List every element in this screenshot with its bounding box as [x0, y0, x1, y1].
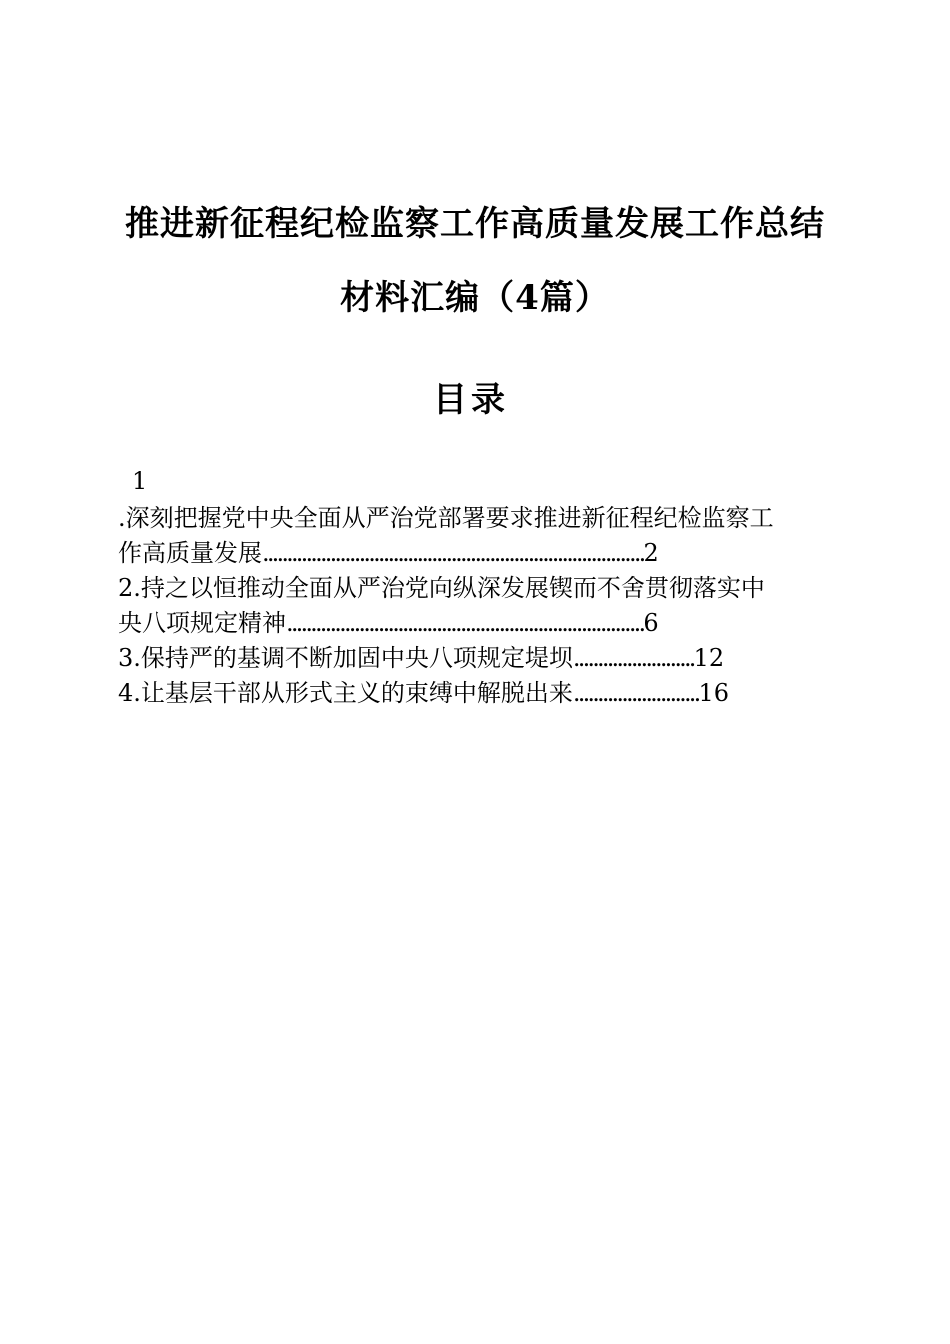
- toc-entry-2-leader: ..........................................................................: [286, 609, 644, 637]
- toc-entry-1-line-2[interactable]: [118, 538, 659, 568]
- toc-entry-4-page: 16: [698, 679, 730, 707]
- toc-entry-1-line-1: .深刻把握党中央全面从严治党部署要求推进新征程纪检监察工: [118, 504, 774, 532]
- toc-entry-3-page: 12: [693, 644, 725, 672]
- toc-entry-4-leader: ..........................: [572, 679, 699, 707]
- toc-entry-3-title: 3.保持严的基调不断加固中央八项规定堤坝: [118, 644, 573, 672]
- toc-entry-1-page: 2: [643, 539, 659, 567]
- toc-entry-1-number: 1: [132, 467, 148, 495]
- document-title-line-2: 材料汇编（4篇）: [340, 278, 610, 318]
- toc-entry-2-line-1: 2.持之以恒推动全面从严治党向纵深发展锲而不舍贯彻落实中: [118, 574, 765, 602]
- toc-entry-2-line-2[interactable]: [118, 608, 659, 638]
- toc-entry-4-line[interactable]: [118, 678, 729, 708]
- document-title-line-1: 推进新征程纪检监察工作高质量发展工作总结: [125, 204, 825, 244]
- toc-entry-1-leader: ...............................................................................: [262, 539, 644, 567]
- toc-entry-1-title-end: 作高质量发展: [118, 539, 262, 567]
- toc-entry-4-title: 4.让基层干部从形式主义的束缚中解脱出来: [118, 679, 573, 707]
- toc-heading: 目录: [433, 380, 509, 420]
- toc-entry-3-line[interactable]: [118, 643, 724, 673]
- toc-entry-2-title-end: 央八项规定精神: [118, 609, 286, 637]
- toc-entry-3-leader: .........................: [572, 644, 694, 672]
- toc-entry-2-page: 6: [643, 609, 659, 637]
